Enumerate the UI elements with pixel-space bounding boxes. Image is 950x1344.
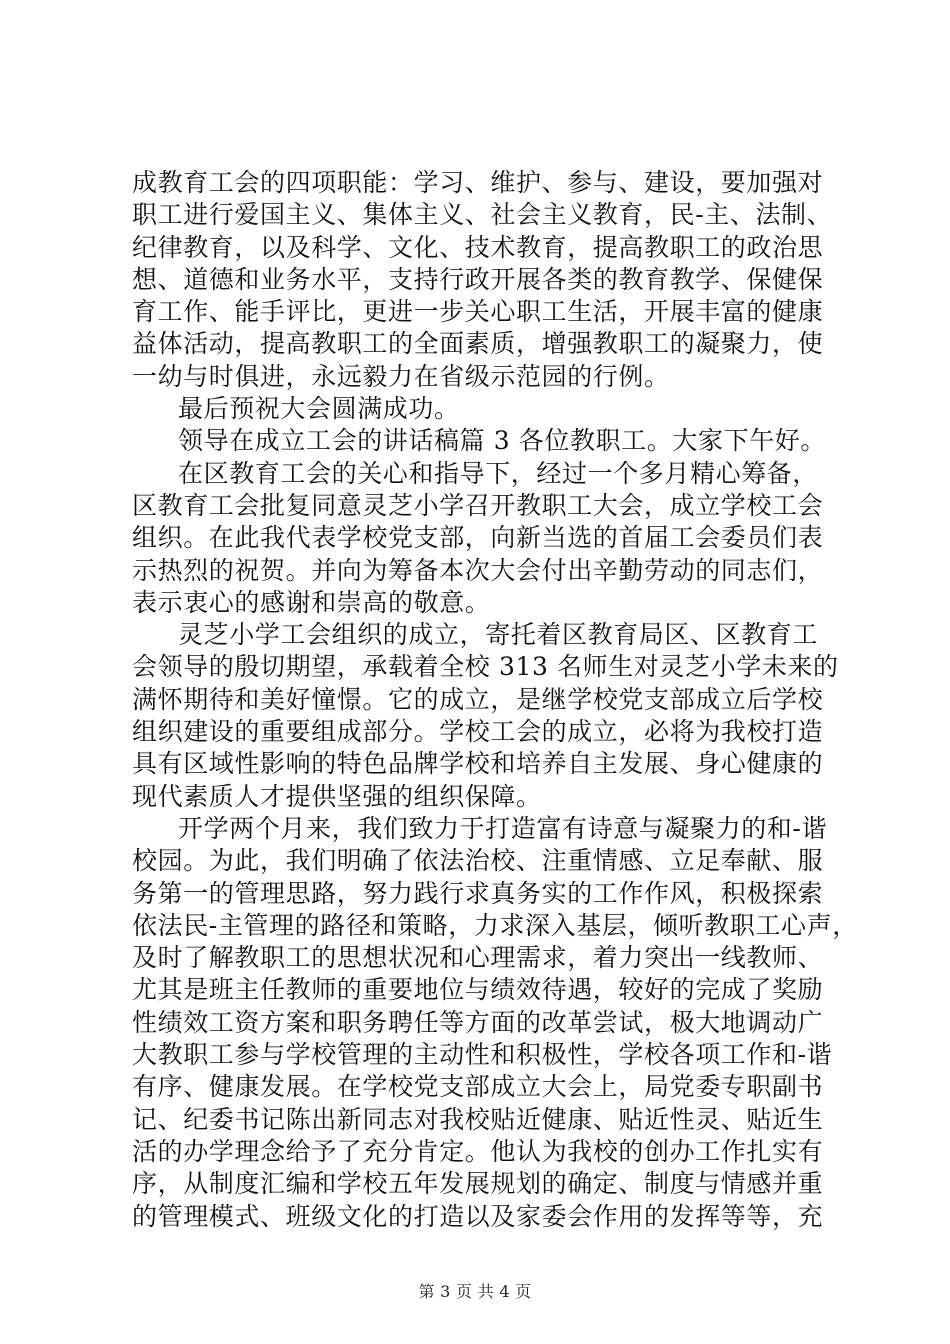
text-line: 性绩效工资方案和职务聘任等方面的改革尝试，极大地调动广 (132, 1007, 824, 1037)
text-line: 表示衷心的感谢和崇高的敬意。 (132, 587, 491, 617)
text-line: 成教育工会的四项职能：学习、维护、参与、建设，要加强对 (132, 168, 824, 197)
text-line: 最后预祝大会圆满成功。 (178, 394, 460, 424)
text-line: 的管理模式、班级文化的打造以及家委会作用的发挥等等，充 (132, 1201, 824, 1231)
text-line: 纪律教育，以及科学、文化、技术教育，提高教职工的政治思 (132, 232, 824, 262)
text-line: 及时了解教职工的思想状况和心理需求，着力突出一线教师、 (132, 943, 824, 973)
text-line: 现代素质人才提供坚强的组织保障。 (132, 781, 542, 811)
text-line: 满怀期待和美好憧憬。它的成立，是继学校党支部成立后学校 (132, 684, 824, 714)
text-line: 序，从制度汇编和学校五年发展规划的确定、制度与情感并重 (132, 1169, 824, 1199)
text-line: 尤其是班主任教师的重要地位与绩效待遇，较好的完成了奖励 (132, 975, 824, 1005)
text-line: 务第一的管理思路，努力践行求真务实的工作作风，积极探索 (132, 878, 824, 908)
text-line: 想、道德和业务水平，支持行政开展各类的教育教学、保健保 (132, 264, 824, 294)
text-line: 领导在成立工会的讲话稿篇 3 各位教职工。大家下午好。 (178, 426, 827, 456)
text-line: 有序、健康发展。在学校党支部成立大会上，局党委专职副书 (132, 1072, 824, 1102)
text-line: 示热烈的祝贺。并向为筹备本次大会付出辛勤劳动的同志们， (132, 555, 824, 585)
text-line: 益体活动，提高教职工的全面素质，增强教职工的凝聚力，使 (132, 329, 824, 359)
text-line: 在区教育工会的关心和指导下，经过一个多月精心筹备， (178, 458, 819, 488)
text-line: 会领导的殷切期望，承载着全校 313 名师生对灵芝小学未来的 (132, 652, 839, 682)
text-line: 区教育工会批复同意灵芝小学召开教职工大会，成立学校工会 (132, 490, 824, 520)
text-line: 记、纪委书记陈出新同志对我校贴近健康、贴近性灵、贴近生 (132, 1104, 824, 1134)
text-line: 依法民-主管理的路径和策略，力求深入基层，倾听教职工心声， (132, 910, 858, 940)
text-line: 灵芝小学工会组织的成立，寄托着区教育局区、区教育工 (178, 620, 819, 650)
text-line: 校园。为此，我们明确了依法治校、注重情感、立足奉献、服 (132, 846, 824, 876)
page-footer: 第 3 页 共 4 页 (418, 1282, 532, 1301)
text-line: 职工进行爱国主义、集体主义、社会主义教育，民-主、法制、 (132, 200, 833, 230)
text-line: 开学两个月来，我们致力于打造富有诗意与凝聚力的和-谐 (178, 813, 828, 843)
text-line: 具有区域性影响的特色品牌学校和培养自主发展、身心健康的 (132, 749, 824, 779)
text-line: 大教职工参与学校管理的主动性和积极性，学校各项工作和-谐 (132, 1040, 833, 1070)
text-line: 组织。在此我代表学校党支部，向新当选的首届工会委员们表 (132, 523, 824, 553)
text-line: 育工作、能手评比，更进一步关心职工生活，开展丰富的健康 (132, 297, 824, 327)
document-body (132, 167, 858, 1233)
text-line: 组织建设的重要组成部分。学校工会的成立，必将为我校打造 (132, 717, 824, 747)
text-line: 活的办学理念给予了充分肯定。他认为我校的创办工作扎实有 (132, 1136, 824, 1166)
text-line: 一幼与时俱进，永远毅力在省级示范园的行例。 (132, 361, 670, 391)
